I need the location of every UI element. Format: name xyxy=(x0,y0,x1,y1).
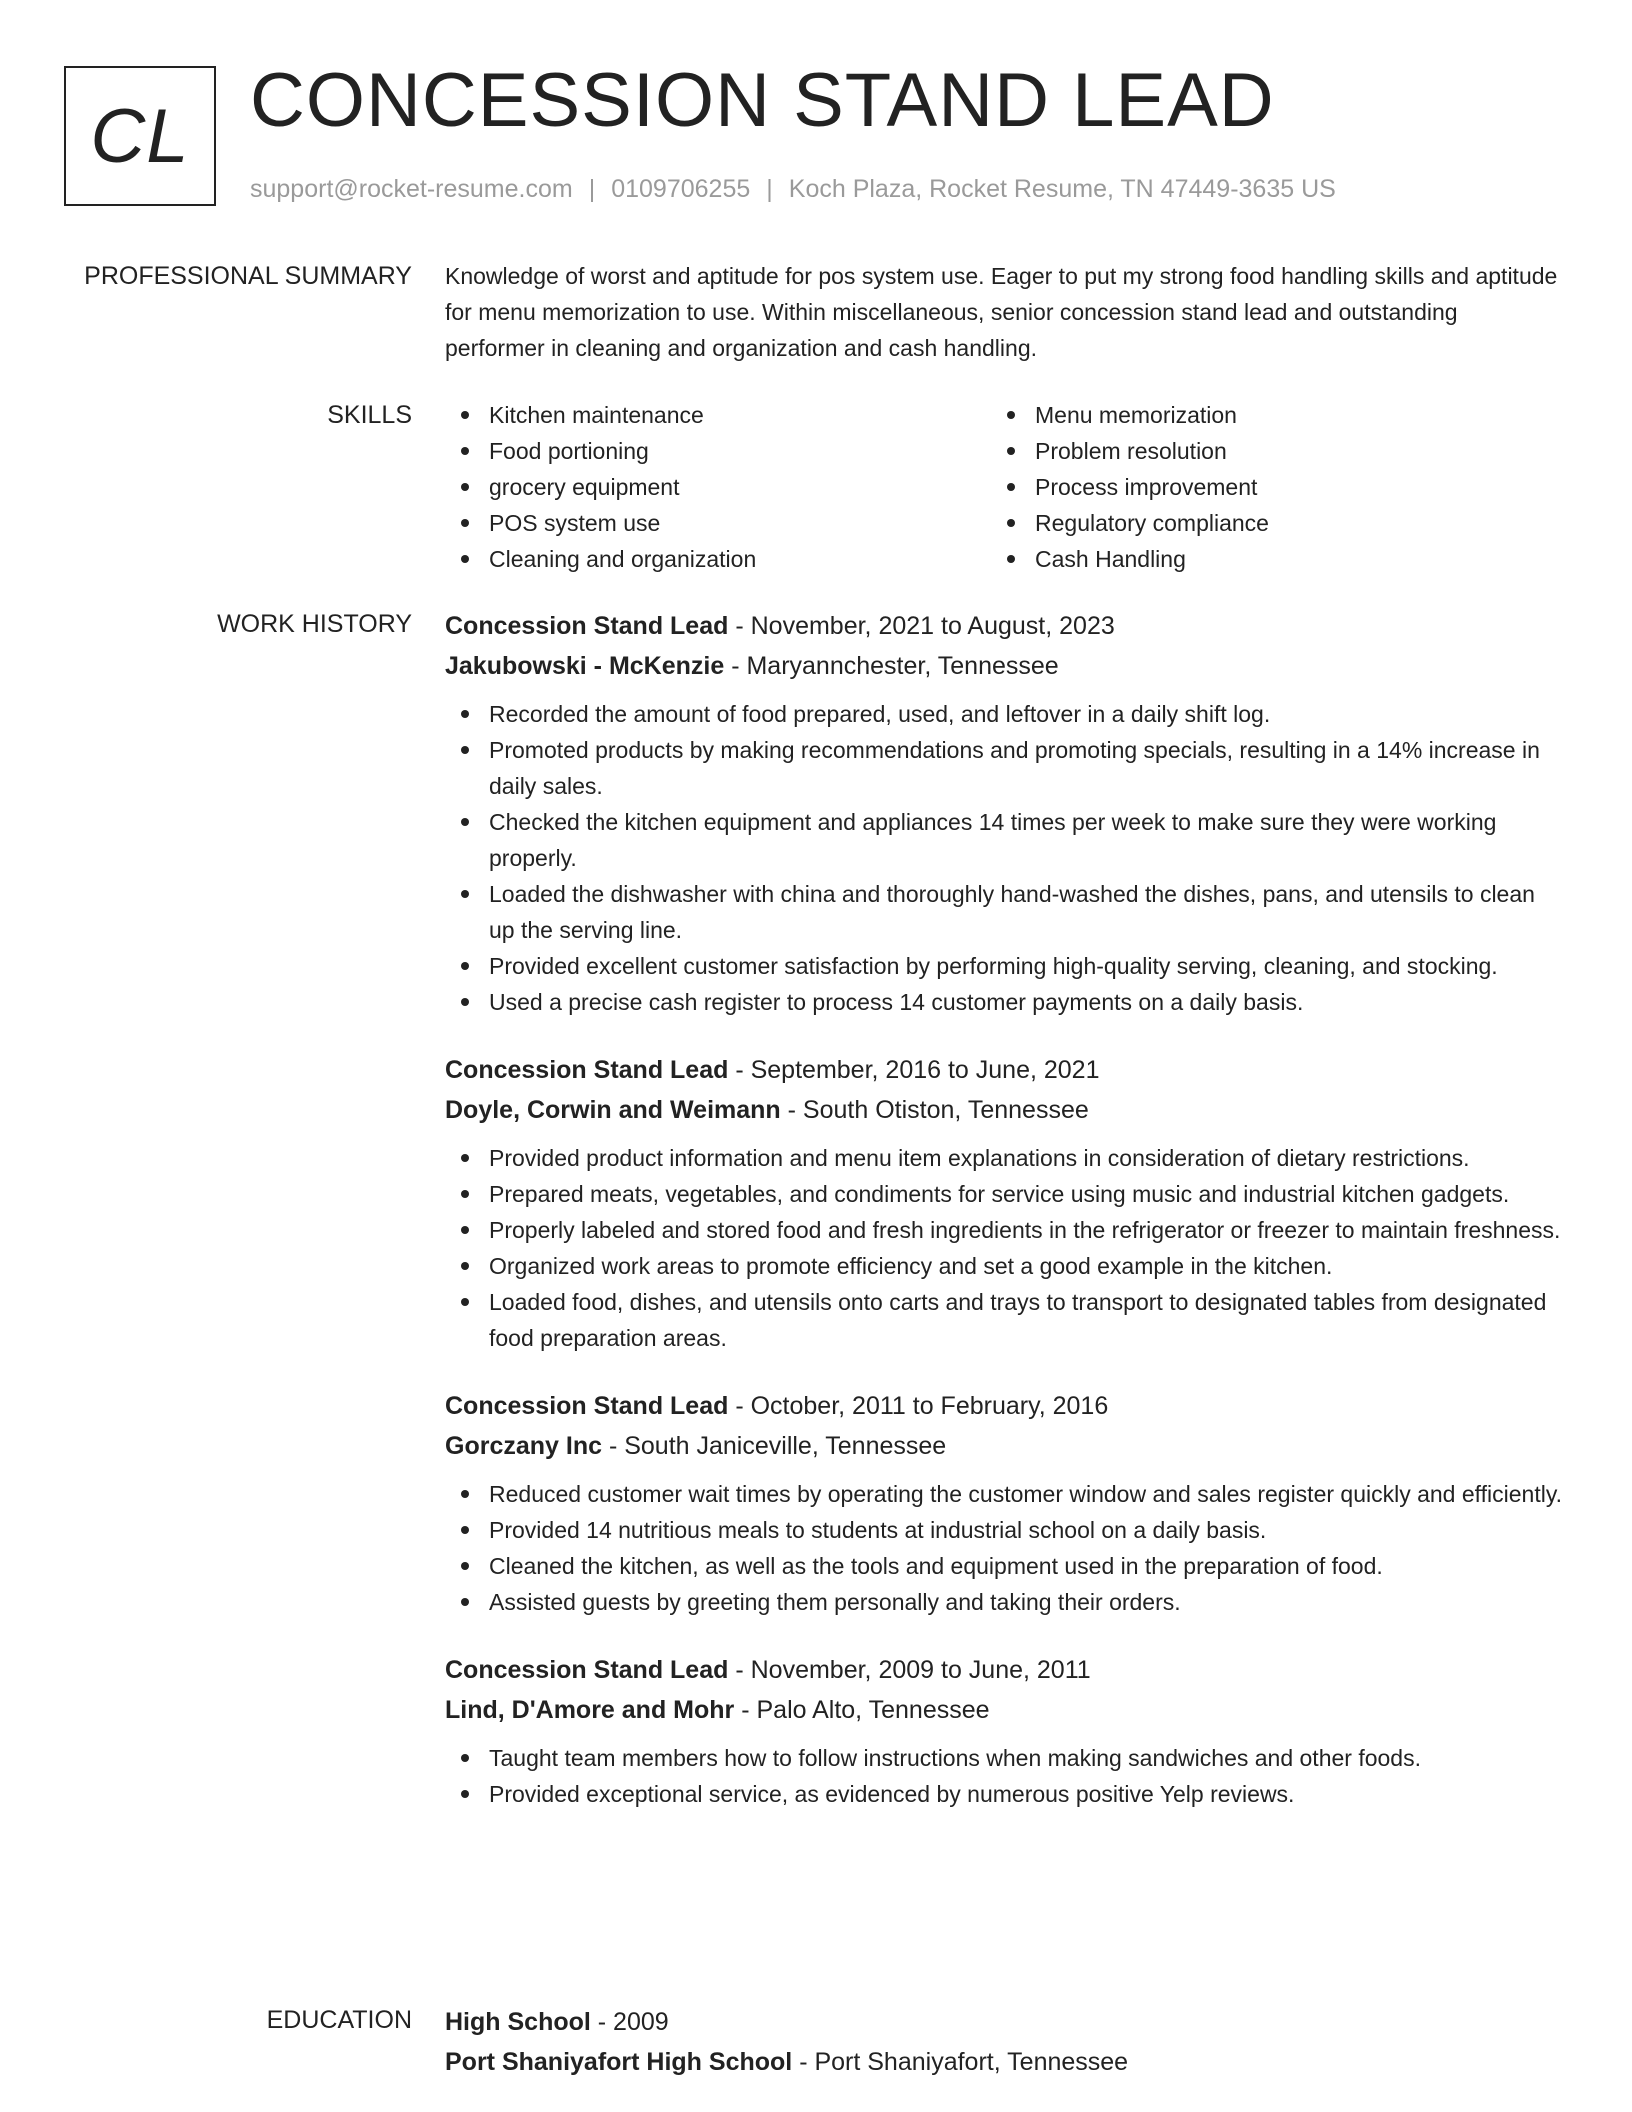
skill-item: grocery equipment xyxy=(445,469,991,505)
skills-list-right xyxy=(991,397,1537,577)
job-bullet: Assisted guests by greeting them personally and taking their orders. xyxy=(445,1584,1563,1620)
job-title: Concession Stand Lead xyxy=(445,1656,729,1684)
job-company: Doyle, Corwin and Weimann xyxy=(445,1096,781,1124)
contact-address: Koch Plaza, Rocket Resume, TN 47449-3635 US xyxy=(788,175,1336,203)
candidate-name: CONCESSION STAND LEAD xyxy=(250,58,1275,143)
job-bullet: Used a precise cash register to process 14 customer payments on a daily basis. xyxy=(445,984,1563,1020)
job-bullet-list xyxy=(445,696,1563,1020)
education-degree-line xyxy=(445,2002,1563,2042)
skill-item: Cleaning and organization xyxy=(445,541,991,577)
job-company: Gorczany Inc xyxy=(445,1432,602,1460)
job-location: - Palo Alto, Tennessee xyxy=(734,1696,990,1724)
job-entry xyxy=(445,1650,1563,1812)
job-title: Concession Stand Lead xyxy=(445,1392,729,1420)
job-title-line xyxy=(445,1050,1563,1090)
job-bullet: Prepared meats, vegetables, and condiments for service using music and industrial kitchen gadgets. xyxy=(445,1176,1563,1212)
job-bullet: Checked the kitchen equipment and appliances 14 times per week to make sure they were working properly. xyxy=(445,804,1563,876)
job-entry xyxy=(445,1050,1563,1356)
job-title-line xyxy=(445,1650,1563,1690)
job-dates: - November, 2009 to June, 2011 xyxy=(728,1656,1091,1684)
job-bullet: Provided product information and menu item explanations in consideration of dietary restrictions. xyxy=(445,1140,1563,1176)
job-bullet-list xyxy=(445,1740,1563,1812)
job-title: Concession Stand Lead xyxy=(445,612,729,640)
job-company-line xyxy=(445,1426,1563,1466)
job-dates: - September, 2016 to June, 2021 xyxy=(728,1056,1100,1084)
job-bullet: Cleaned the kitchen, as well as the tools and equipment used in the preparation of food. xyxy=(445,1548,1563,1584)
contact-line xyxy=(250,172,1336,206)
job-location: - Maryannchester, Tennessee xyxy=(724,652,1059,680)
job-bullet-list xyxy=(445,1140,1563,1356)
job-dates: - November, 2021 to August, 2023 xyxy=(728,612,1115,640)
job-company-line xyxy=(445,1090,1563,1130)
contact-phone[interactable]: 0109706255 xyxy=(611,175,751,203)
summary-heading: PROFESSIONAL SUMMARY xyxy=(84,262,412,290)
job-bullet: Promoted products by making recommendations and promoting specials, resulting in a 14% increase in daily sales. xyxy=(445,732,1563,804)
job-bullet: Properly labeled and stored food and fresh ingredients in the refrigerator or freezer to maintain freshness. xyxy=(445,1212,1563,1248)
contact-separator: | xyxy=(766,175,773,203)
job-bullet: Reduced customer wait times by operating the customer window and sales register quickly and efficiently. xyxy=(445,1476,1563,1512)
skill-item: Food portioning xyxy=(445,433,991,469)
job-bullet: Taught team members how to follow instructions when making sandwiches and other foods. xyxy=(445,1740,1563,1776)
education-school: Port Shaniyafort High School xyxy=(445,2048,793,2076)
skill-item: Kitchen maintenance xyxy=(445,397,991,433)
job-title-line xyxy=(445,606,1563,646)
skills-list-left xyxy=(445,397,991,577)
summary-text: Knowledge of worst and aptitude for pos system use. Eager to put my strong food handling skills and aptitude for menu memorization to use. Within miscellaneous, senior concession stand lead and outstanding performer in cleaning and organization and cash handling. xyxy=(445,263,1558,361)
job-title: Concession Stand Lead xyxy=(445,1056,729,1084)
job-bullet: Recorded the amount of food prepared, used, and leftover in a daily shift log. xyxy=(445,696,1563,732)
skill-item: POS system use xyxy=(445,505,991,541)
education-heading: EDUCATION xyxy=(266,2006,412,2034)
education-degree: High School xyxy=(445,2008,591,2036)
job-bullet-list xyxy=(445,1476,1563,1620)
job-entry xyxy=(445,1386,1563,1620)
skill-item: Problem resolution xyxy=(991,433,1537,469)
skill-item: Regulatory compliance xyxy=(991,505,1537,541)
skill-item: Cash Handling xyxy=(991,541,1537,577)
job-bullet: Provided exceptional service, as evidenced by numerous positive Yelp reviews. xyxy=(445,1776,1563,1812)
job-bullet: Loaded the dishwasher with china and thoroughly hand-washed the dishes, pans, and utensils to clean up the serving line. xyxy=(445,876,1563,948)
work-history-heading: WORK HISTORY xyxy=(217,610,412,638)
job-location: - South Janiceville, Tennessee xyxy=(602,1432,947,1460)
contact-email[interactable]: support@rocket-resume.com xyxy=(250,175,573,203)
job-bullet: Organized work areas to promote efficiency and set a good example in the kitchen. xyxy=(445,1248,1563,1284)
job-bullet: Loaded food, dishes, and utensils onto carts and trays to transport to designated tables from designated food preparation areas. xyxy=(445,1284,1563,1356)
skill-item: Process improvement xyxy=(991,469,1537,505)
job-title-line xyxy=(445,1386,1563,1426)
job-dates: - October, 2011 to February, 2016 xyxy=(728,1392,1109,1420)
job-company: Jakubowski - McKenzie xyxy=(445,652,725,680)
job-entry xyxy=(445,606,1563,1020)
skill-item: Menu memorization xyxy=(991,397,1537,433)
job-location: - South Otiston, Tennessee xyxy=(780,1096,1089,1124)
work-history-list xyxy=(445,606,1563,1842)
education-year: - 2009 xyxy=(590,2008,669,2036)
monogram-logo: CL xyxy=(64,66,216,206)
education-school-line xyxy=(445,2042,1563,2082)
job-company: Lind, D'Amore and Mohr xyxy=(445,1696,735,1724)
education-location: - Port Shaniyafort, Tennessee xyxy=(792,2048,1129,2076)
job-company-line xyxy=(445,1690,1563,1730)
job-bullet: Provided 14 nutritious meals to students at industrial school on a daily basis. xyxy=(445,1512,1563,1548)
job-bullet: Provided excellent customer satisfaction by performing high-quality serving, cleaning, and stocking. xyxy=(445,948,1563,984)
contact-separator: | xyxy=(588,175,596,203)
skills-heading: SKILLS xyxy=(327,401,412,429)
job-company-line xyxy=(445,646,1563,686)
